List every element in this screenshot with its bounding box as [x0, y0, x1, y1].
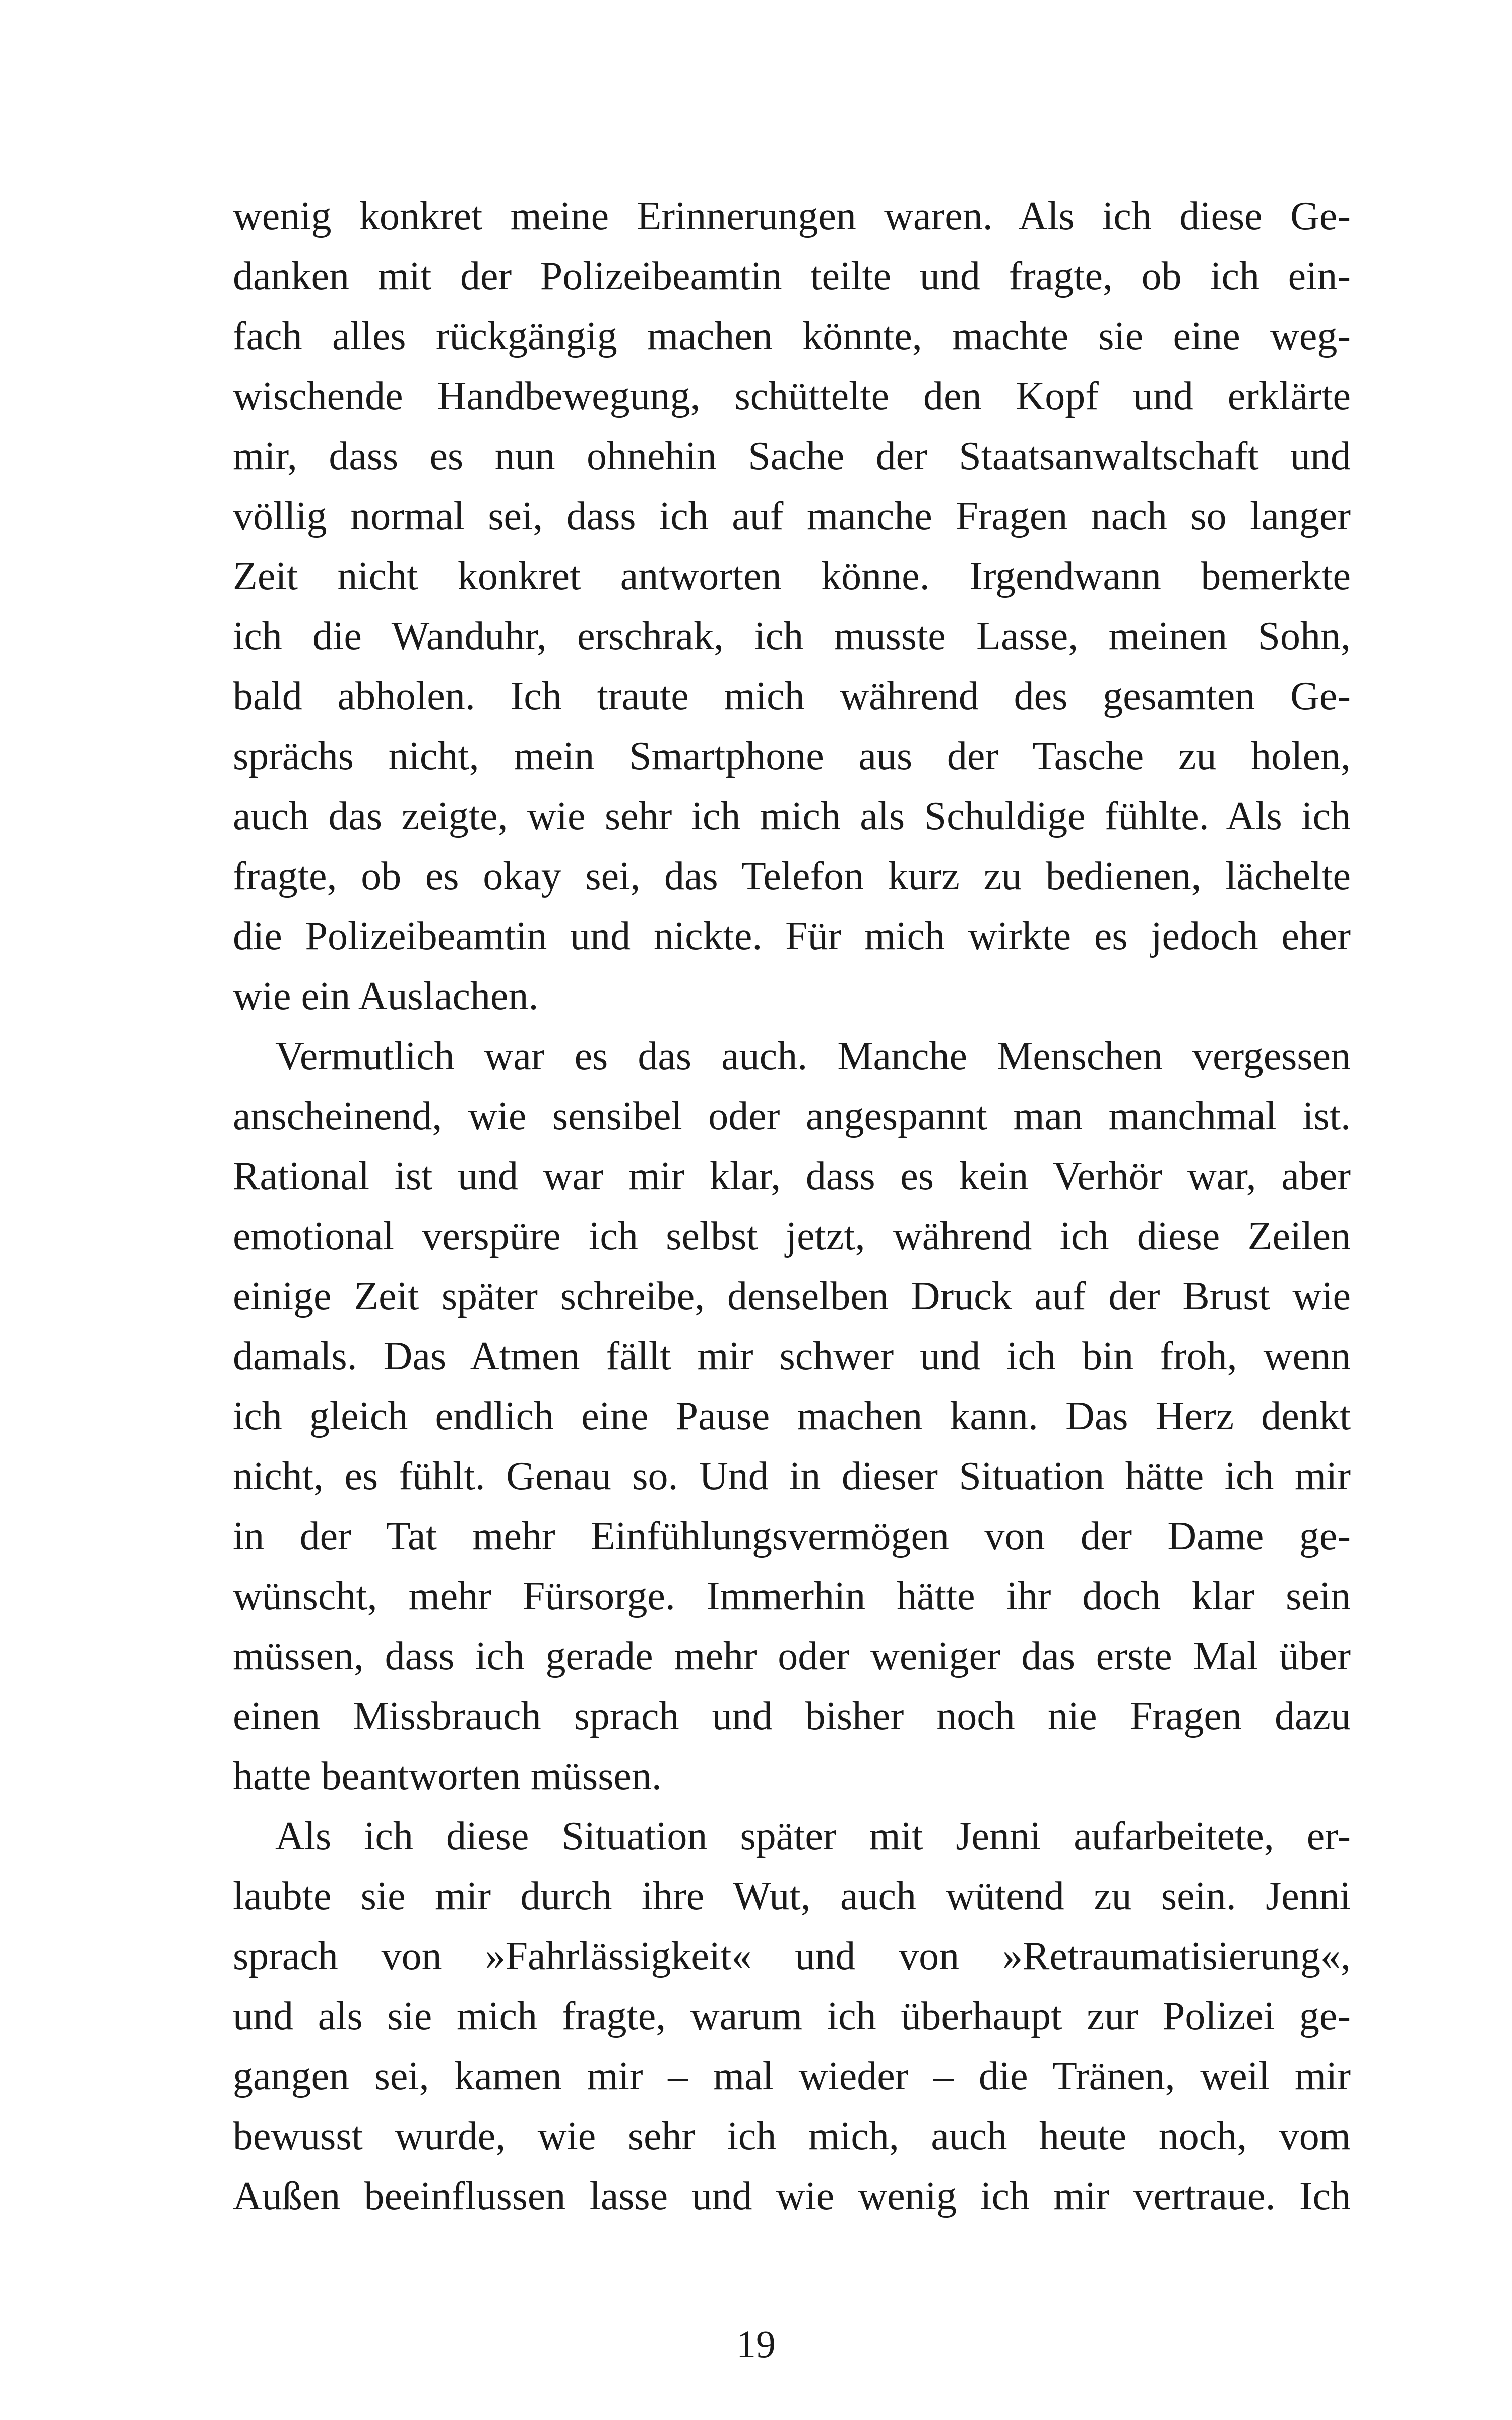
text-line: danken mit der Polizeibeamtin teilte und fragte, ob ich ein-: [233, 254, 1351, 298]
text-line: sprach von »Fahrlässigkeit« und von »Retraumatisierung«,: [233, 1934, 1351, 1978]
text-line: völlig normal sei, dass ich auf manche Fragen nach so langer: [233, 494, 1351, 538]
text-line: bald abholen. Ich traute mich während des gesamten Ge-: [233, 674, 1351, 718]
text-line: gangen sei, kamen mir – mal wieder – die Tränen, weil mir: [233, 2054, 1351, 2098]
text-line: bewusst wurde, wie sehr ich mich, auch heute noch, vom: [233, 2114, 1351, 2158]
text-line: wenig konkret meine Erinnerungen waren. Als ich diese Ge-: [233, 194, 1351, 238]
text-line: laubte sie mir durch ihre Wut, auch wütend zu sein. Jenni: [233, 1874, 1351, 1918]
text-line: ich gleich endlich eine Pause machen kann. Das Herz denkt: [233, 1394, 1351, 1438]
text-line: damals. Das Atmen fällt mir schwer und ich bin froh, wenn: [233, 1334, 1351, 1378]
text-line: wischende Handbewegung, schüttelte den Kopf und erklärte: [233, 374, 1351, 418]
text-line: wünscht, mehr Fürsorge. Immerhin hätte ihr doch klar sein: [233, 1574, 1351, 1618]
text-line: fach alles rückgängig machen könnte, machte sie eine weg-: [233, 314, 1351, 358]
text-line: Außen beeinflussen lasse und wie wenig ich mir vertraue. Ich: [233, 2174, 1351, 2218]
text-line: einen Missbrauch sprach und bisher noch nie Fragen dazu: [233, 1694, 1351, 1738]
text-line: Rational ist und war mir klar, dass es kein Verhör war, aber: [233, 1154, 1351, 1198]
text-line: anscheinend, wie sensibel oder angespannt man manchmal ist.: [233, 1094, 1351, 1138]
text-line: die Polizeibeamtin und nickte. Für mich wirkte es jedoch eher: [233, 914, 1351, 958]
text-line: auch das zeigte, wie sehr ich mich als Schuldige fühlte. Als ich: [233, 794, 1351, 838]
text-line: Zeit nicht konkret antworten könne. Irgendwann bemerkte: [233, 554, 1351, 598]
text-line: einige Zeit später schreibe, denselben Druck auf der Brust wie: [233, 1274, 1351, 1318]
text-line: in der Tat mehr Einfühlungsvermögen von der Dame ge-: [233, 1514, 1351, 1558]
text-line: ich die Wanduhr, erschrak, ich musste Lasse, meinen Sohn,: [233, 614, 1351, 658]
body-text: [233, 187, 1351, 2226]
text-line: fragte, ob es okay sei, das Telefon kurz zu bedienen, lächelte: [233, 854, 1351, 898]
text-line: hatte beantworten müssen.: [233, 1754, 662, 1798]
page-number: 19: [736, 2322, 776, 2366]
text-line: emotional verspüre ich selbst jetzt, während ich diese Zeilen: [233, 1214, 1351, 1258]
text-line: nicht, es fühlt. Genau so. Und in dieser Situation hätte ich mir: [233, 1454, 1351, 1498]
text-line: wie ein Auslachen.: [233, 974, 539, 1018]
text-line: Vermutlich war es das auch. Manche Menschen vergessen: [275, 1034, 1351, 1078]
text-line: und als sie mich fragte, warum ich überhaupt zur Polizei ge-: [233, 1994, 1351, 2038]
text-line: müssen, dass ich gerade mehr oder weniger das erste Mal über: [233, 1634, 1351, 1678]
text-line: sprächs nicht, mein Smartphone aus der Tasche zu holen,: [233, 734, 1351, 778]
text-line: Als ich diese Situation später mit Jenni aufarbeitete, er-: [275, 1814, 1351, 1858]
text-line: mir, dass es nun ohnehin Sache der Staatsanwaltschaft und: [233, 434, 1351, 478]
